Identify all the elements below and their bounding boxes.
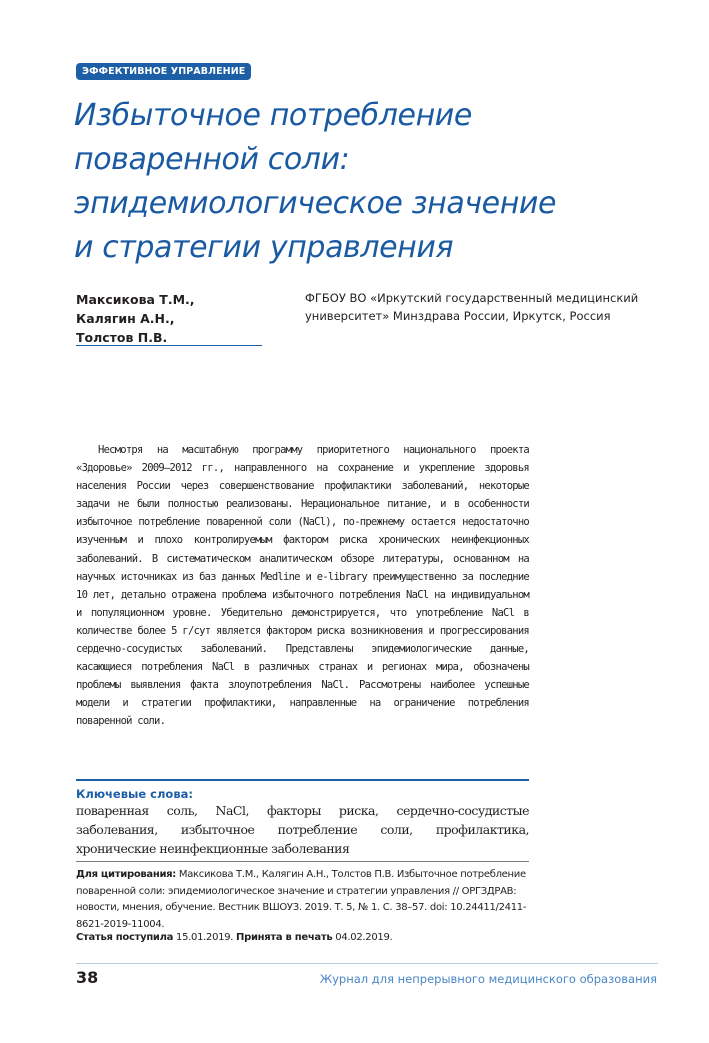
footer-divider — [76, 963, 658, 964]
abstract: Несмотря на масштабную программу приоритетного национального проекта «Здоровье» 2009–2012 гг., направленного на сохранение и укрепление здоровья населения России через совершенствование профилактики заболеваний, некоторые задачи не были полностью реализованы. Нерациональное питание, и в особенности избыточное потребление поваренной соли (NaCl), по-прежнему остается недостаточно изученным и плохо контролируемым фактором риска хронических неинфекционных заболеваний. В систематическом аналитическом обзоре литературы, основанном на научных источниках из баз данных Medline и e-library преимущественно за последние 10 лет, детально отражена проблема избыточного потребления NaCl на индивидуальном и популяционном уровне. Убедительно демонстрируется, что употребление NaCl в количестве более 5 г/сут является фактором риска возникновения и прогрессирования сердечно-сосудистых заболеваний. Представлены эпидемиологические данные, касающиеся потребления NaCl в различных странах и регионах мира, обозначены проблемы выявления факта злоупотребления NaCl. Рассмотрены наиболее успешные модели и стратегии профилактики, направленные на ограничение потребления поваренной соли. — [76, 444, 529, 728]
journal-name: Журнал для непрерывного медицинского образования — [319, 972, 657, 986]
citation — [76, 867, 532, 933]
citation-text: Максикова Т.М., Калягин А.Н., Толстов П.В. Избыточное потребление поваренной соли: эпидемиологическое значение и стратегии управления // ОРГЗДРАВ: новости, мнения, обучение. Вестник ВШОУЗ. 2019. Т. 5, № 1. С. 38–57. doi: 10.24411/2411-8621-2019-11004. — [76, 869, 527, 930]
title-line: Избыточное потребление — [74, 98, 472, 133]
accepted-date: 04.02.2019. — [335, 932, 393, 943]
accepted-label: Принята в печать — [236, 932, 333, 943]
page-number: 38 — [76, 968, 99, 987]
affiliation: ФГБОУ ВО «Иркутский государственный медицинский университет» Минздрава России, Иркутск, Россия — [305, 291, 639, 323]
keywords-label: Ключевые слова: — [76, 787, 193, 801]
article-dates — [76, 930, 536, 946]
article-title — [74, 94, 634, 270]
title-line: эпидемиологическое значение — [74, 186, 557, 221]
authors-list — [76, 290, 262, 347]
received-date: 15.01.2019. — [176, 932, 234, 943]
citation-divider — [76, 861, 529, 862]
author-name: Калягин А.Н., — [76, 311, 175, 326]
section-badge: ЭФФЕКТИВНОЕ УПРАВЛЕНИЕ — [76, 63, 251, 80]
keywords-divider — [76, 779, 529, 781]
title-line: и стратегии управления — [74, 230, 454, 265]
keywords-text: поваренная соль, NaCl, факторы риска, сердечно-сосудистые заболевания, избыточное потребление соли, профилактика, хронические неинфекционные заболевания — [76, 803, 529, 856]
author-name: Толстов П.В. — [76, 330, 168, 345]
citation-label: Для цитирования: — [76, 869, 176, 880]
author-name: Максикова Т.М., — [76, 292, 195, 307]
title-line: поваренной соли: — [74, 142, 350, 177]
received-label: Статья поступила — [76, 932, 174, 943]
authors-divider — [76, 345, 262, 346]
